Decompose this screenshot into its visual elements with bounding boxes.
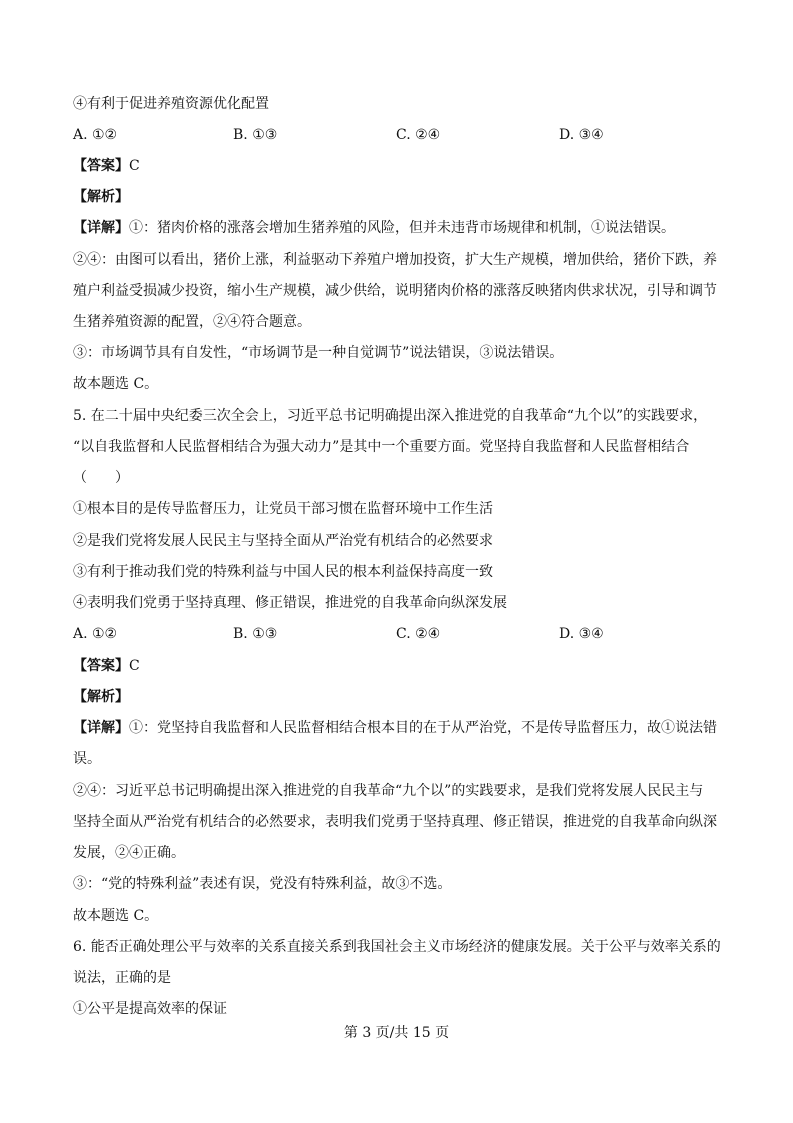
q5-item-1: ①根本目的是传导监督压力，让党员干部习惯在监督环境中工作生活 <box>73 501 493 517</box>
q6-item-1: ①公平是提高效率的保证 <box>73 1001 227 1017</box>
q5-detail-1-text: ①：党坚持自我监督和人民监督相结合根本目的在于从严治党，不是传导监督压力，故①说法错 <box>129 720 717 736</box>
q5-item-2: ②是我们党将发展人民民主与坚持全面从严治党有机结合的必然要求 <box>73 533 493 549</box>
q6-stem-line-1: 6. 能否正确处理公平与效率的关系直接关系到我国社会主义市场经济的健康发展。关于公平与效率关系的 <box>73 939 721 955</box>
q4-detail-2-line-1: ②④：由图可以看出，猪价上涨，利益驱动下养殖户增加投资，扩大生产规模，增加供给，猪价下跌，养 <box>73 252 717 268</box>
q5-option-b: B. ①③ <box>233 626 278 642</box>
q5-stem-line-3: （ ） <box>73 470 129 486</box>
q5-answer <box>73 656 733 676</box>
q4-conclusion: 故本题选 C。 <box>73 376 159 392</box>
q5-option-c: C. ②④ <box>396 626 441 642</box>
q4-answer <box>73 156 733 176</box>
q4-option-b: B. ①③ <box>233 127 278 143</box>
page-footer: 第 3 页/共 15 页 <box>343 1025 450 1041</box>
q4-options <box>73 125 733 145</box>
q5-options <box>73 624 733 644</box>
q5-analysis-label: 【解析】 <box>73 689 129 705</box>
q4-detail-label: 【详解】 <box>73 220 129 236</box>
q5-detail-1-line-2: 误。 <box>73 751 101 767</box>
q4-item-4: ④有利于促进养殖资源优化配置 <box>73 96 269 112</box>
q5-detail-2-line-3: 发展，②④正确。 <box>73 845 185 861</box>
q4-answer-value: C <box>129 158 140 174</box>
q4-detail-1 <box>73 218 733 238</box>
q5-answer-label: 【答案】 <box>73 658 129 674</box>
q5-detail-2-line-2: 坚持全面从严治党有机结合的必然要求，表明我们党勇于坚持真理、修正错误，推进党的自我革命向纵深 <box>73 814 717 830</box>
q4-detail-3: ③：市场调节具有自发性，“市场调节是一种自觉调节”说法错误，③说法错误。 <box>73 345 564 361</box>
q4-option-a: A. ①② <box>73 127 118 143</box>
q5-conclusion: 故本题选 C。 <box>73 908 159 924</box>
q5-stem-line-1: 5. 在二十届中央纪委三次全会上，习近平总书记明确提出深入推进党的自我革命“九个以”的实践要求， <box>73 408 708 424</box>
q5-item-3: ③有利于推动我们党的特殊利益与中国人民的根本利益保持高度一致 <box>73 564 493 580</box>
q4-detail-2-line-2: 殖户利益受损减少投资，缩小生产规模，减少供给，说明猪肉价格的涨落反映猪肉供求状况，引导和调节 <box>73 283 717 299</box>
q4-detail-1-text: ①：猪肉价格的涨落会增加生猪养殖的风险，但并未违背市场规律和机制，①说法错误。 <box>129 220 675 236</box>
q5-detail-3: ③：“党的特殊利益”表述有误，党没有特殊利益，故③不选。 <box>73 876 452 892</box>
q4-analysis-label: 【解析】 <box>73 189 129 205</box>
q4-option-d: D. ③④ <box>559 127 604 143</box>
q5-detail-label: 【详解】 <box>73 720 129 736</box>
q5-detail-1 <box>73 718 733 738</box>
q4-detail-2-line-3: 生猪养殖资源的配置，②④符合题意。 <box>73 314 311 330</box>
q5-stem-line-2: “以自我监督和人民监督相结合为强大动力”是其中一个重要方面。党坚持自我监督和人民监督相结合 <box>73 439 690 455</box>
q5-option-d: D. ③④ <box>559 626 604 642</box>
q5-item-4: ④表明我们党勇于坚持真理、修正错误，推进党的自我革命向纵深发展 <box>73 595 507 611</box>
q4-answer-label: 【答案】 <box>73 158 129 174</box>
q6-stem-line-2: 说法，正确的是 <box>73 970 171 986</box>
q5-option-a: A. ①② <box>73 626 118 642</box>
q5-answer-value: C <box>129 658 140 674</box>
q4-option-c: C. ②④ <box>396 127 441 143</box>
q5-detail-2-line-1: ②④：习近平总书记明确提出深入推进党的自我革命“九个以”的实践要求，是我们党将发展人民民主与 <box>73 783 704 799</box>
